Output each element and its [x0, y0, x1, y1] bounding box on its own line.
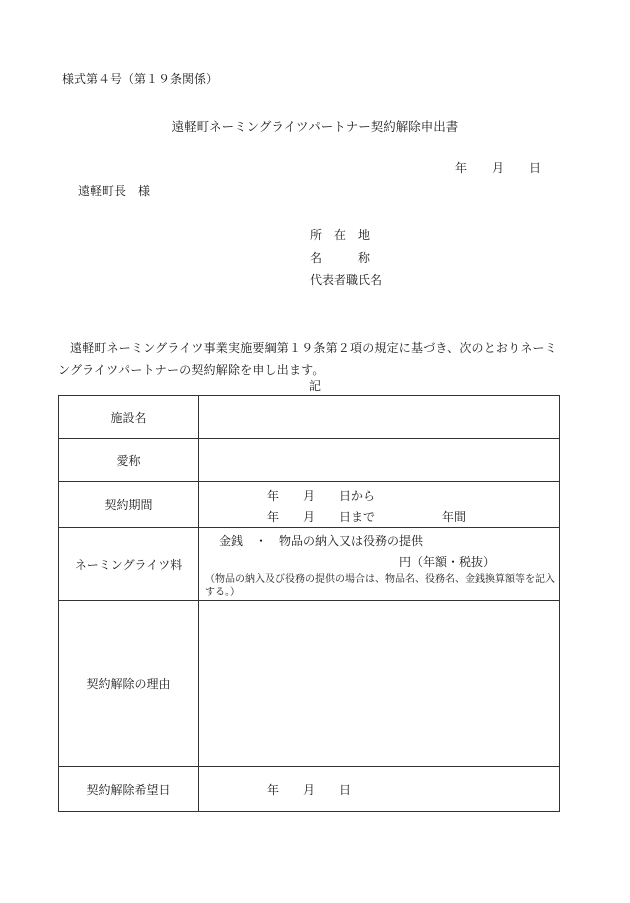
desired-date: 年 月 日 [267, 783, 352, 797]
desired-date-value[interactable] [199, 767, 560, 812]
table-row [59, 396, 560, 439]
name-label: 名 称 [310, 250, 371, 265]
facility-label: 施設名 [59, 396, 199, 439]
addressee: 遠軽町長 様 [78, 184, 151, 198]
period-years: 年間 [442, 510, 467, 524]
applicant-block [310, 226, 382, 294]
ki-heading: 記 [308, 379, 321, 393]
date-day: 日 [529, 161, 542, 175]
period-value[interactable] [199, 482, 560, 528]
period-label: 契約期間 [59, 482, 199, 528]
representative-label: 代表者職氏名 [310, 273, 383, 287]
table-row [59, 601, 560, 767]
body-paragraph: 遠軽町ネーミングライツ事業実施要綱第１９条第２項の規定に基づき、次のとおりネーミングライツパートナーの契約解除を申し出ます。 [58, 341, 557, 377]
table-row [59, 482, 560, 528]
document-title: 遠軽町ネーミングライツパートナー契約解除申出書 [171, 119, 459, 134]
submission-date [455, 159, 541, 176]
details-table [58, 395, 560, 812]
table-row [59, 528, 560, 601]
fee-type: 金銭 ・ 物品の納入又は役務の提供 [219, 534, 424, 548]
fee-value[interactable] [199, 528, 560, 601]
fee-note: （物品の納入及び役務の提供の場合は、物品名、役務名、金銭換算額等を記入する。） [205, 574, 555, 598]
period-from: 年 月 日から [267, 489, 376, 503]
reason-label: 契約解除の理由 [59, 601, 199, 767]
date-year: 年 [455, 161, 468, 175]
reason-value[interactable] [199, 601, 560, 767]
nickname-label: 愛称 [59, 439, 199, 482]
date-month: 月 [492, 161, 505, 175]
address-label: 所 在 地 [310, 228, 371, 242]
period-to: 年 月 日まで [267, 510, 376, 524]
fee-label: ネーミングライツ料 [59, 528, 199, 601]
table-row [59, 767, 560, 812]
fee-amount: 円（年額・税抜） [399, 555, 496, 569]
table-row [59, 439, 560, 482]
desired-date-label: 契約解除希望日 [59, 767, 199, 812]
nickname-value[interactable] [199, 439, 560, 482]
facility-value[interactable] [199, 396, 560, 439]
form-number: 様式第４号（第１９条関係） [62, 72, 219, 86]
